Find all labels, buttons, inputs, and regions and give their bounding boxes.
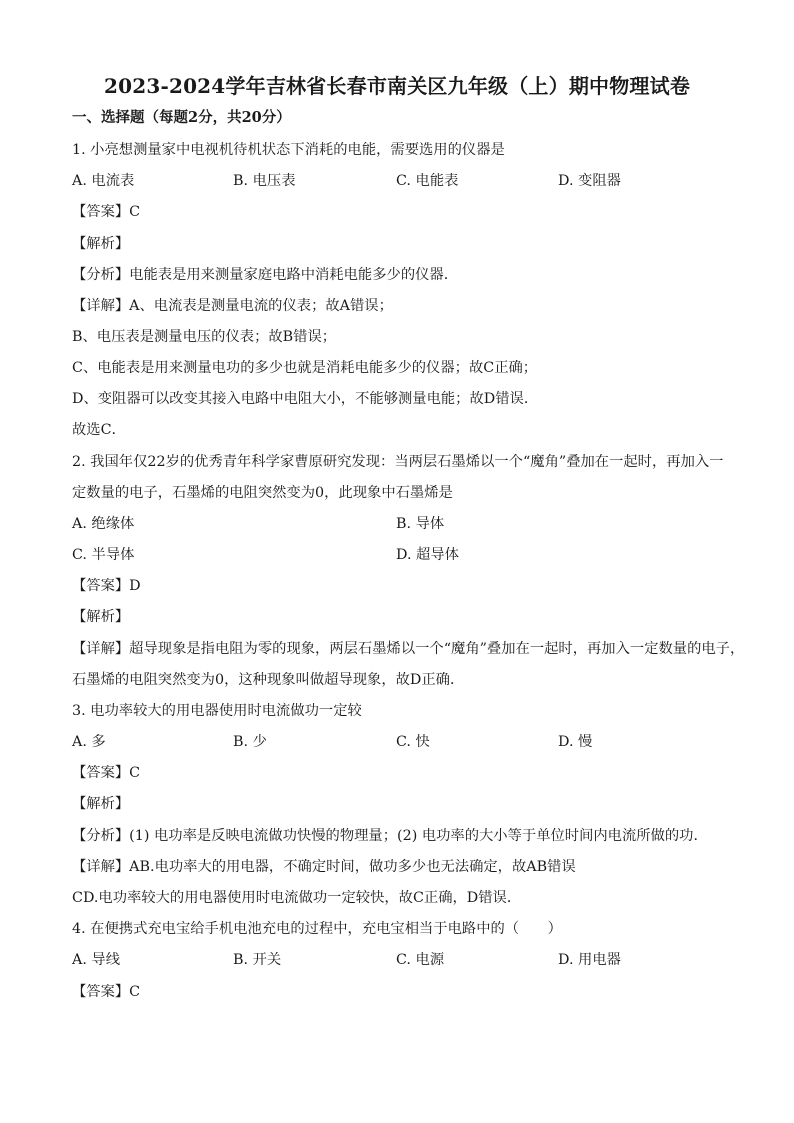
- question-1-stem: 1. 小亮想测量家中电视机待机状态下消耗的电能，需要选用的仪器是: [72, 142, 505, 158]
- q1-analysis-line: 【分析】电能表是用来测量家庭电路中消耗电能多少的仪器．: [72, 267, 459, 283]
- q1-option-d: D. 变阻器: [558, 173, 621, 189]
- q4-option-a: A. 导线: [72, 952, 121, 968]
- q2-detail-line: 石墨烯的电阻突然变为0，这种现象叫做超导现象，故D正确．: [72, 672, 465, 688]
- q4-option-b: B. 开关: [233, 952, 282, 968]
- q3-detail-line: 【详解】AB.电功率大的用电器，不确定时间，做功多少也无法确定，故AB错误: [72, 859, 576, 875]
- q3-option-a: A. 多: [72, 734, 106, 750]
- question-2-stem: 2. 我国年仅22岁的优秀青年科学家曹原研究发现：当两层石墨烯以一个“魔角”叠加在一起时，再加入一: [72, 454, 724, 470]
- q2-option-b: B. 导体: [396, 516, 445, 532]
- q1-option-a: A. 电流表: [72, 173, 135, 189]
- q2-detail-line: 【详解】超导现象是指电阻为零的现象，两层石墨烯以一个“魔角”叠加在一起时，再加入一定数量的电子，: [72, 641, 745, 657]
- q2-answer: 【答案】D: [72, 578, 141, 594]
- q1-conclusion: 故选C．: [72, 422, 126, 438]
- q3-detail-line: CD.电功率较大的用电器使用时电流做功一定较快，故C正确，D错误．: [72, 890, 522, 906]
- question-4-stem: 4. 在便携式充电宝给手机电池充电的过程中，充电宝相当于电路中的（ ）: [72, 921, 562, 937]
- question-3-stem: 3. 电功率较大的用电器使用时电流做功一定较: [72, 703, 362, 719]
- q3-analysis-line: 【分析】(1) 电功率是反映电流做功快慢的物理量；(2) 电功率的大小等于单位时间内电流所做的功．: [72, 828, 708, 844]
- q3-option-b: B. 少: [233, 734, 267, 750]
- q4-option-c: C. 电源: [396, 952, 445, 968]
- section-heading: 一、选择题（每题2分，共20分）: [72, 109, 291, 126]
- q3-option-d: D. 慢: [558, 734, 593, 750]
- q1-detail-line: 【详解】A、电流表是测量电流的仪表；故A错误；: [72, 298, 393, 314]
- q1-jiexi-label: 【解析】: [72, 236, 130, 252]
- q3-option-c: C. 快: [396, 734, 430, 750]
- q4-option-d: D. 用电器: [558, 952, 621, 968]
- q1-detail-line: B、电压表是测量电压的仪表；故B错误；: [72, 329, 337, 345]
- q4-answer: 【答案】C: [72, 984, 141, 1000]
- q1-detail-line: C、电能表是用来测量电功的多少也就是消耗电能多少的仪器；故C正确；: [72, 360, 538, 376]
- q1-answer: 【答案】C: [72, 204, 141, 220]
- q2-option-a: A. 绝缘体: [72, 516, 135, 532]
- q1-option-c: C. 电能表: [396, 173, 459, 189]
- q3-jiexi-label: 【解析】: [72, 796, 130, 812]
- q2-option-d: D. 超导体: [396, 547, 459, 563]
- q1-detail-line: D、变阻器可以改变其接入电路中电阻大小，不能够测量电能；故D错误．: [72, 391, 539, 407]
- page-title: 2023-2024学年吉林省长春市南关区九年级（上）期中物理试卷: [103, 74, 691, 98]
- question-2-stem-cont: 定数量的电子，石墨烯的电阻突然变为0，此现象中石墨烯是: [72, 485, 453, 501]
- q2-jiexi-label: 【解析】: [72, 609, 130, 625]
- q2-option-c: C. 半导体: [72, 547, 135, 563]
- q3-answer: 【答案】C: [72, 765, 141, 781]
- q1-option-b: B. 电压表: [233, 173, 296, 189]
